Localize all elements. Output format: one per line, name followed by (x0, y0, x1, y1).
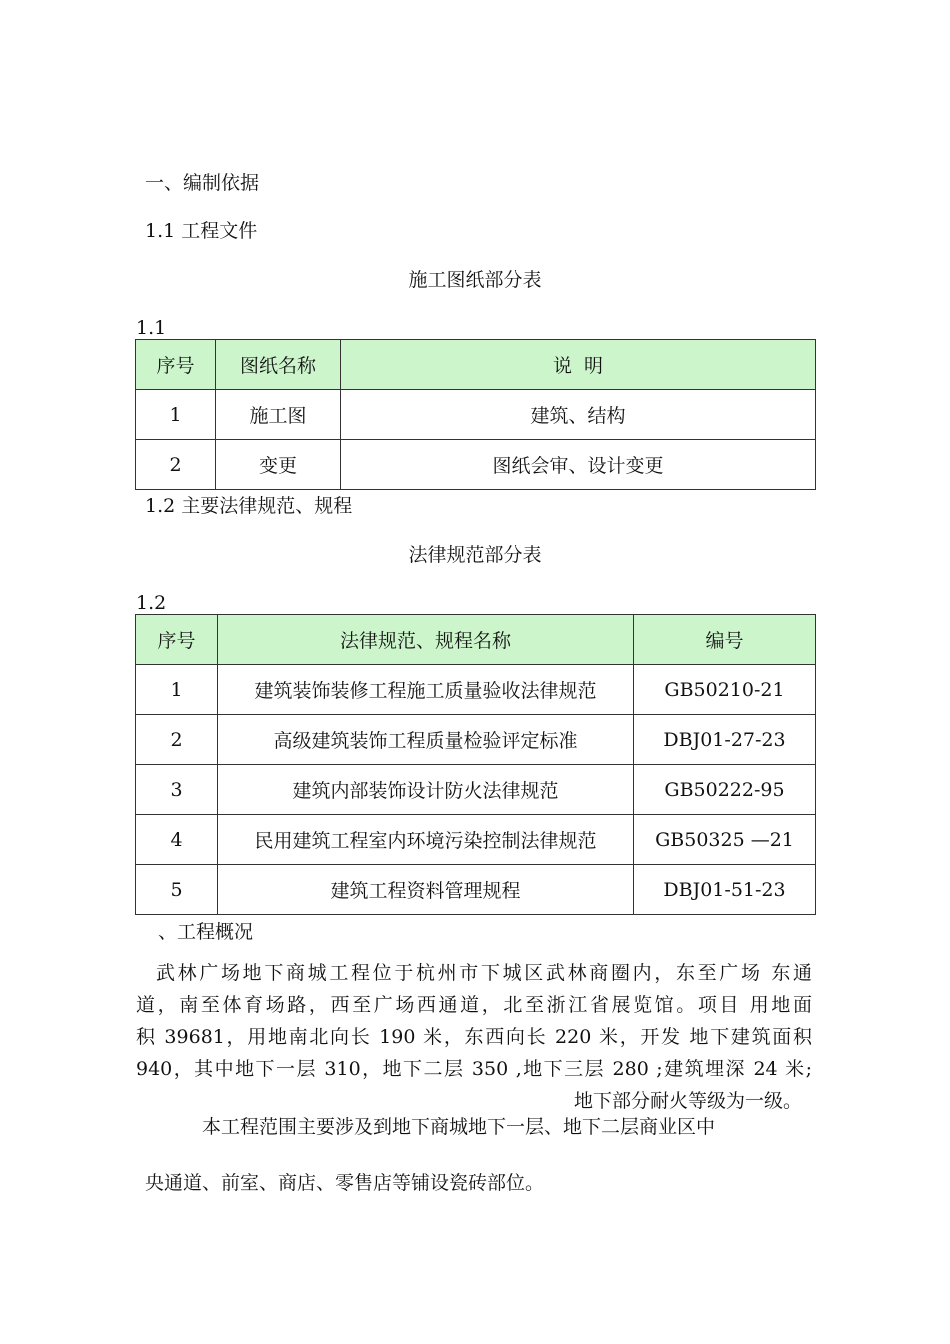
table-cell: 2 (136, 715, 218, 765)
header-cell: 编号 (634, 615, 816, 665)
table-header-row (136, 340, 816, 390)
header-cell: 序号 (136, 615, 218, 665)
table-cell: GB50325 —21 (634, 815, 816, 865)
table-cell: 建筑工程资料管理规程 (218, 865, 634, 915)
table-row (136, 865, 816, 915)
table-cell: 1 (136, 390, 216, 440)
subsection-heading-regulations: 1.2 主要法律规范、规程 (145, 495, 353, 517)
table-row (136, 390, 816, 440)
overview-line: 武林广场地下商城工程位于杭州市下城区武林商圈内，东至广场 东通 (156, 962, 812, 984)
table-cell: 建筑装饰装修工程施工质量验收法律规范 (218, 665, 634, 715)
table-row (136, 815, 816, 865)
table-cell: GB50222-95 (634, 765, 816, 815)
table-cell: 4 (136, 815, 218, 865)
overview-line: 940，其中地下一层 310，地下二层 350 ,地下三层 280 ;建筑埋深 24 米; (136, 1058, 812, 1080)
overview-line: 地下部分耐火等级为一级。 (573, 1090, 802, 1112)
header-cell: 序号 (136, 340, 216, 390)
overview-line: 积 39681，用地南北向长 190 米，东西向长 220 米，开发 地下建筑面积 (136, 1026, 812, 1048)
table-cell: 1 (136, 665, 218, 715)
table-header-row (136, 615, 816, 665)
table-cell: GB50210-21 (634, 665, 816, 715)
table2-number: 1.2 (136, 592, 167, 614)
table-cell: DBJ01-27-23 (634, 715, 816, 765)
table-row (136, 665, 816, 715)
table1-number: 1.1 (136, 317, 167, 339)
drawings-table (135, 339, 816, 490)
section-heading-basis: 一、编制依据 (145, 172, 260, 194)
table-cell: 高级建筑装饰工程质量检验评定标准 (218, 715, 634, 765)
table2-caption: 法律规范部分表 (408, 544, 542, 566)
header-cell: 法律规范、规程名称 (218, 615, 634, 665)
table-row (136, 765, 816, 815)
table-row (136, 440, 816, 490)
table-cell: 建筑、结构 (341, 390, 816, 440)
table-row (136, 715, 816, 765)
table-cell: 5 (136, 865, 218, 915)
regulations-table (135, 614, 816, 915)
table-cell: 民用建筑工程室内环境污染控制法律规范 (218, 815, 634, 865)
header-cell: 图纸名称 (216, 340, 341, 390)
section-heading-overview: 、工程概况 (158, 921, 254, 943)
overview-paragraph (136, 957, 812, 1117)
scope-line: 央通道、前室、商店、零售店等铺设瓷砖部位。 (145, 1172, 545, 1194)
scope-line: 本工程范围主要涉及到地下商城地下一层、地下二层商业区中 (202, 1116, 716, 1138)
header-cell: 说 明 (341, 340, 816, 390)
table1-caption: 施工图纸部分表 (408, 269, 542, 291)
table-cell: DBJ01-51-23 (634, 865, 816, 915)
subsection-heading-documents: 1.1 工程文件 (145, 220, 258, 242)
overview-line: 道，南至体育场路，西至广场西通道，北至浙江省展览馆。项目 用地面 (136, 994, 812, 1016)
table-cell: 施工图 (216, 390, 341, 440)
table-cell: 3 (136, 765, 218, 815)
table-cell: 变更 (216, 440, 341, 490)
table-cell: 2 (136, 440, 216, 490)
table-cell: 建筑内部装饰设计防火法律规范 (218, 765, 634, 815)
table-cell: 图纸会审、设计变更 (341, 440, 816, 490)
